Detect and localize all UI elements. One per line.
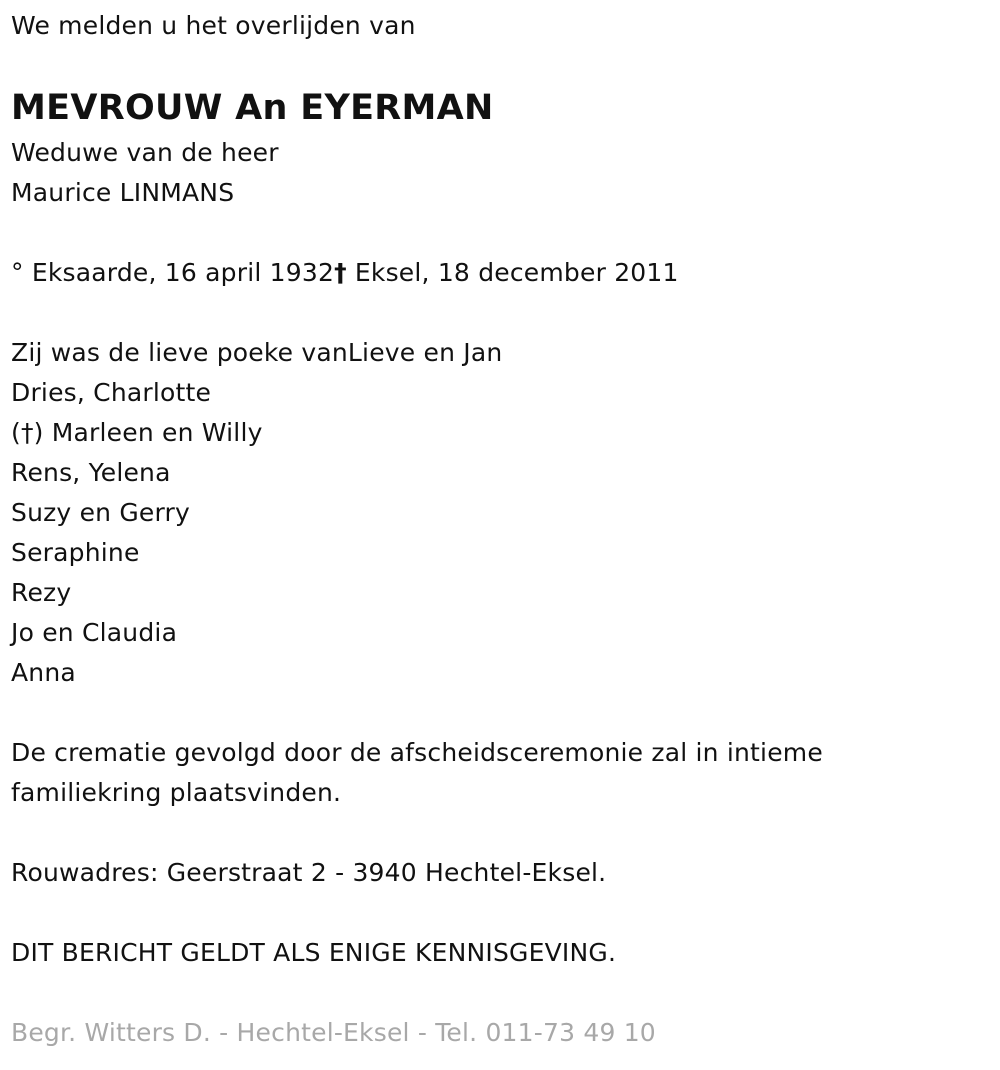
family-member: (†) Marleen en Willy (11, 418, 263, 447)
cross-icon: † (334, 258, 347, 287)
spacer (11, 293, 986, 333)
death-text: Eksel, 18 december 2011 (346, 258, 679, 287)
family-intro: Zij was de lieve poeke vanLieve en Jan (11, 338, 503, 367)
address-text: Rouwadres: Geerstraat 2 - 3940 Hechtel-Eksel. (11, 858, 607, 887)
spacer (11, 893, 986, 933)
family-member: Anna (11, 658, 76, 687)
family-member: Seraphine (11, 538, 140, 567)
intro-text: We melden u het overlijden van (11, 11, 416, 40)
spacer (11, 43, 986, 83)
spouse-line-1: Weduwe van de heer (11, 138, 279, 167)
dates-line (11, 253, 986, 293)
funeral-director-footer: Begr. Witters D. - Hechtel-Eksel - Tel. 011-73 49 10 (11, 1018, 656, 1047)
spacer (11, 213, 986, 253)
spacer (11, 813, 986, 853)
family-member: Rezy (11, 578, 72, 607)
spouse-line-2: Maurice LINMANS (11, 178, 235, 207)
official-notice-text: DIT BERICHT GELDT ALS ENIGE KENNISGEVING. (11, 938, 617, 967)
family-member: Rens, Yelena (11, 458, 171, 487)
family-member: Dries, Charlotte (11, 378, 212, 407)
spacer (11, 973, 986, 1013)
ceremony-text: De crematie gevolgd door de afscheidsceremonie zal in intieme familiekring plaatsvinden. (11, 738, 823, 807)
death-notice (11, 8, 986, 1053)
deceased-name: MEVROUW An EYERMAN (11, 88, 494, 128)
spacer (11, 693, 986, 733)
family-member: Suzy en Gerry (11, 498, 191, 527)
family-member: Jo en Claudia (11, 618, 178, 647)
birth-text: ° Eksaarde, 16 april 1932 (11, 258, 335, 287)
